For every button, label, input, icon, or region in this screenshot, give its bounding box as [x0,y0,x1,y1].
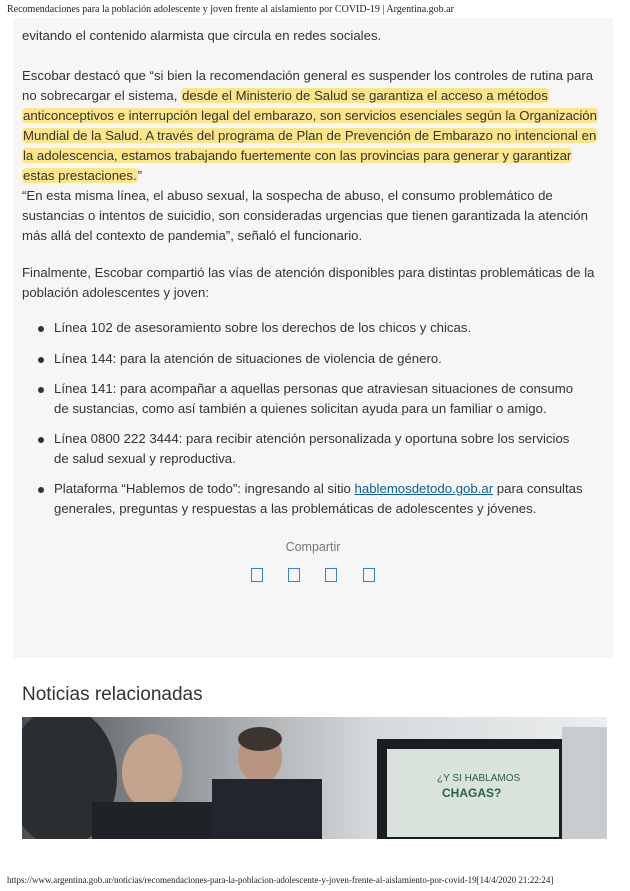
list-item: Línea 102 de asesoramiento sobre los derechos de los chicos y chicas. [54,318,584,338]
quote-end: ” [137,168,143,183]
bullet-icon [38,437,44,443]
facebook-icon[interactable] [251,568,263,582]
paragraph-urgencias: “En esta misma línea, el abuso sexual, la sospecha de abuso, el consumo problemático de sustancias o intentos de suicidio, son consideradas urgencias que tienen garantizada la atención más allá del contexto de pandemia”, señaló el funcionario. [22,188,588,243]
paragraph-vias-atencion: Finalmente, Escobar compartió las vías de atención disponibles para distintas problemáticas de la población adolescentes y joven: [22,265,595,300]
hablemosdetodo-link[interactable]: hablemosdetodo.gob.ar [354,481,494,496]
bullet-icon [38,326,44,332]
bullet-icon [38,387,44,393]
share-icons [251,568,381,588]
list-item: Plataforma “Hablemos de todo”: ingresando al sitio hablemosdetodo.gob.ar para consultas generales, preguntas y respuestas a las problemáticas de adolescentes y jóvenes. [54,479,584,519]
list-item: Línea 141: para acompañar a aquellas personas que atraviesan situaciones de consumo de sustancias, como así también a quienes solicitan ayuda para un familiar o amigo. [54,379,584,419]
related-news-image[interactable] [22,717,607,839]
list-item: Línea 0800 222 3444: para recibir atención personalizada y oportuna sobre los servicios de salud sexual y reproductiva. [54,429,584,469]
whatsapp-icon[interactable] [325,568,337,582]
email-icon[interactable] [363,568,375,582]
paragraph-intro: evitando el contenido alarmista que circula en redes sociales. [22,28,382,43]
article-body [13,18,613,658]
twitter-icon[interactable] [288,568,300,582]
bullet-icon [38,357,44,363]
print-header: Recomendaciones para la población adolescente y joven frente al aislamiento por COVID-19 | Argentina.gob.ar [7,4,454,15]
paragraph-escobar-quote [22,66,606,186]
list-item: Línea 144: para la atención de situaciones de violencia de género. [54,349,584,369]
print-footer: https://www.argentina.gob.ar/noticias/recomendaciones-para-la-poblacion-adolescente-y-joven-frente-al-aislamiento-por-covid-19[14/4/2020 21:22:24] [7,875,554,885]
news-photo [22,717,607,839]
highlighted-quote: desde el Ministerio de Salud se garantiza el acceso a métodos anticonceptivos e interrupción legal del embarazo, son servicios esenciales según la Organización Mundial de la Salud. A través del programa de Plan de Prevención de Embarazo no intencional en la adolescencia, estamos trabajando fuertemente con las provincias para generar y garantizar estas prestaciones. [23,88,597,183]
image-text-2: CHAGAS? [442,786,502,800]
image-text-1: ¿Y SI HABLAMOS [437,773,521,784]
share-label: Compartir [285,540,341,554]
related-news-title: Noticias relacionadas [22,684,203,705]
bullet-icon [38,487,44,493]
quote-plain: Escobar destacó que “si bien la recomendación general es suspender los controles de rutina para no sobrecargar el sistema, [22,68,594,103]
